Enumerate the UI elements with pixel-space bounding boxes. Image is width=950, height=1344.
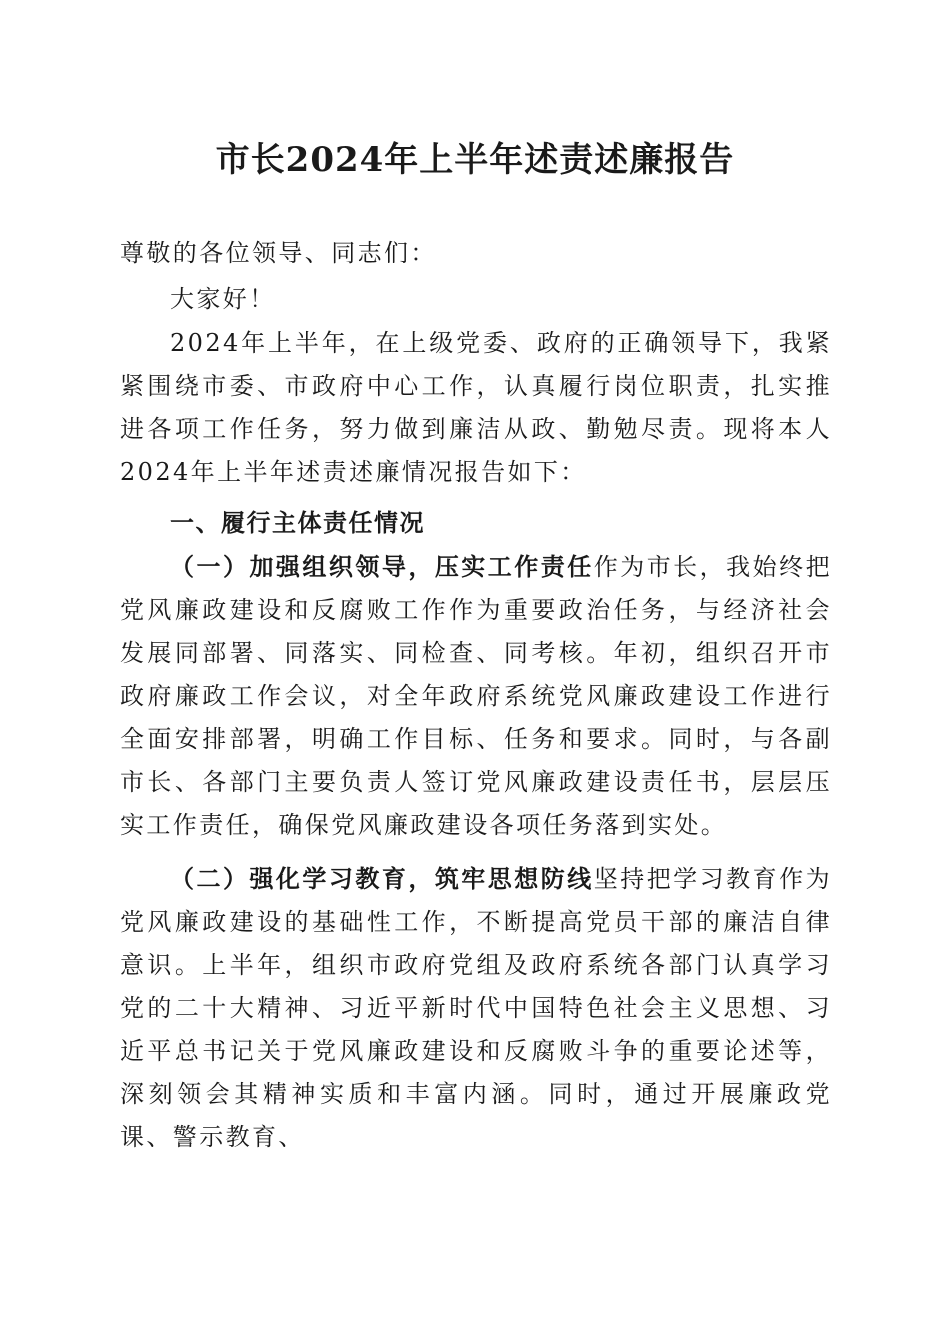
subsection-one-paragraph xyxy=(120,545,832,847)
subsection-one-body: 作为市长，我始终把党风廉政建设和反腐败工作作为重要政治任务，与经济社会发展同部署、同落实、同检查、同考核。年初，组织召开市政府廉政工作会议，对全年政府系统党风廉政建设工作进行全面安排部署，明确工作目标、任务和要求。同时，与各副市长、各部门主要负责人签订党风廉政建设责任书，层层压实工作责任，确保党风廉政建设各项任务落到实处。 xyxy=(120,553,832,839)
section-heading: 一、履行主体责任情况 xyxy=(170,509,425,537)
intro-paragraph: 2024年上半年，在上级党委、政府的正确领导下，我紧紧围绕市委、市政府中心工作，认真履行岗位职责，扎实推进各项工作任务，努力做到廉洁从政、勤勉尽责。现将本人2024年上半年述责述廉情况报告如下： xyxy=(120,329,832,486)
subsection-two-paragraph xyxy=(120,857,832,1159)
subsection-two-body: 坚持把学习教育作为党风廉政建设的基础性工作，不断提高党员干部的廉洁自律意识。上半年，组织市政府党组及政府系统各部门认真学习党的二十大精神、习近平新时代中国特色社会主义思想、习近平总书记关于党风廉政建设和反腐败斗争的重要论述等，深刻领会其精神实质和丰富内涵。同时，通过开展廉政党课、警示教育、 xyxy=(120,865,832,1151)
subsection-two-lead: （二）强化学习教育，筑牢思想防线 xyxy=(170,864,594,893)
subsection-one-lead: （一）加强组织领导，压实工作责任 xyxy=(170,552,594,581)
salutation: 尊敬的各位领导、同志们： xyxy=(120,239,437,267)
document-title: 市长2024年上半年述责述廉报告 xyxy=(215,140,735,180)
greeting: 大家好！ xyxy=(170,285,276,313)
